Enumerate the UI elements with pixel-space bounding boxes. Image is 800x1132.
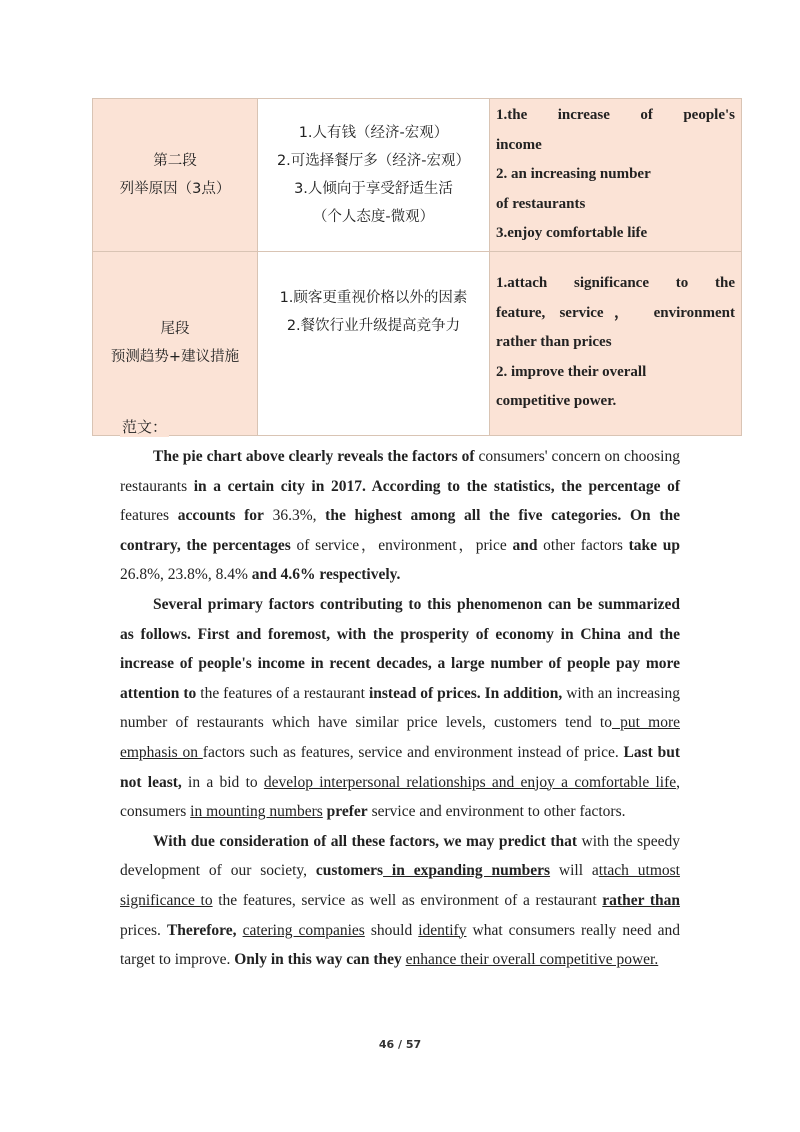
section-purpose: 预测趋势+建议措施 xyxy=(110,349,240,365)
chinese-points-cell xyxy=(258,251,490,435)
en-point: of restaurants xyxy=(496,195,586,212)
cn-point: 3.人倾向于享受舒适生活 xyxy=(294,180,453,197)
sample-essay-heading: 范文： xyxy=(122,418,168,436)
section-label: 尾段 xyxy=(160,321,190,337)
en-point: income xyxy=(496,136,542,153)
en-point: feature, service， environment xyxy=(496,304,735,321)
en-point: 2. an increasing number xyxy=(496,166,651,182)
en-point: competitive power. xyxy=(496,393,617,410)
english-points-cell xyxy=(490,99,742,252)
cn-point: 1.顾客更重视价格以外的因素 xyxy=(279,289,468,306)
cn-point: 2.餐饮行业升级提高竞争力 xyxy=(286,317,461,334)
section-purpose: 列举原因（3点） xyxy=(119,180,231,197)
table-row xyxy=(93,251,742,435)
en-point: 1.the increase of people's xyxy=(496,107,735,123)
cn-point: 1.人有钱（经济-宏观） xyxy=(298,124,449,141)
essay-paragraph-3: With due consideration of all these factors, we may predict that with the speedy development of our society, customers in expanding numbers will attach utmost significance to the features, service as well as environment of a restaurant rather than prices. Therefore, catering companies should identify what consumers really need and target to improve. Only in this way can they enhance their overall competitive power. xyxy=(120,832,681,969)
en-point: rather than prices xyxy=(496,334,612,351)
page-number: 46 / 57 xyxy=(378,1038,422,1051)
section-label: 第二段 xyxy=(153,152,197,169)
section-cell xyxy=(93,99,258,252)
cn-point: 2.可选择餐厅多（经济-宏观） xyxy=(276,152,471,169)
essay-paragraph-2: Several primary factors contributing to this phenomenon can be summarized as follows. First and foremost, with the prosperity of economy in China and the increase of people's income in recent decades, a large number of people pay more attention to the features of a restaurant instead of prices. In addition, with an increasing number of restaurants which have similar price levels, customers tend to put more emphasis on factors such as features, service and environment instead of price. Last but not least, in a bid to develop interpersonal relationships and enjoy a comfortable life, consumers in mounting numbers prefer service and environment to other factors. xyxy=(120,595,681,821)
english-points-cell xyxy=(490,251,742,435)
en-point: 1.attach significance to the xyxy=(496,275,735,292)
section-cell xyxy=(93,251,258,435)
table-row xyxy=(93,99,742,252)
outline-table xyxy=(92,98,742,436)
en-point: 3.enjoy comfortable life xyxy=(496,225,648,241)
essay-paragraph-1: The pie chart above clearly reveals the factors of consumers' concern on choosing restaurants in a certain city in 2017. According to the statistics, the percentage of features accounts for 36.3%, the highest among all the five categories. On the contrary, the percentages of service，environment，price and other factors take up 26.8%, 23.8%, 8.4% and 4.6% respectively. xyxy=(120,448,681,584)
sample-essay xyxy=(120,442,680,975)
cn-point: （个人态度-微观） xyxy=(312,208,435,225)
chinese-points-cell xyxy=(258,99,490,252)
en-point: 2. improve their overall xyxy=(496,363,647,380)
